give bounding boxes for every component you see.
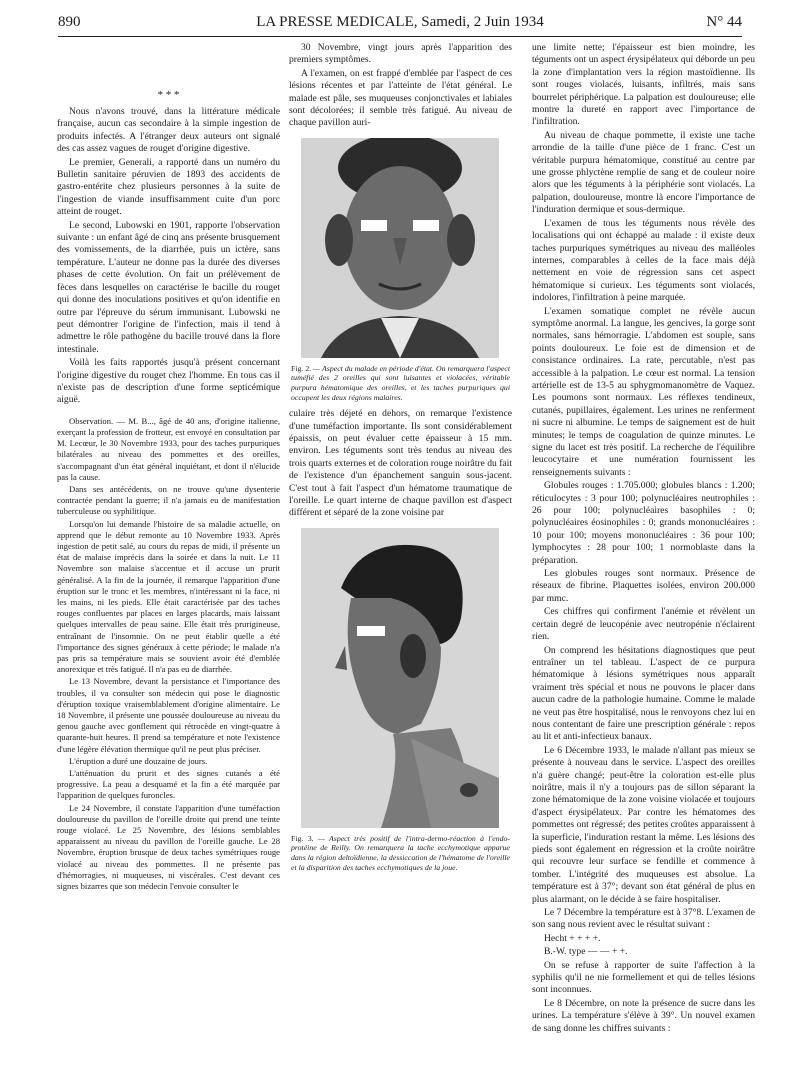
observation-paragraph: Dans ses antécédents, on ne trouve qu'une dysenterie contractée pendant la guerre; il n'a jamais eu de manifestation tuberculeuse ou syphilitique. <box>57 483 280 517</box>
paragraph: On comprend les hésitations diagnostiques que peut entraîner un tel tableau. L'aspect de ce purpura hématomique à lésions symétriques nous apparaît vraiment très spécial et nous ne pouvons le placer dans aucun cadre de la pathologie humaine. Comme le malade ne veut pas être hospitalisé, nous le renvoyons chez lui en nous contentant de faire une prescription générale : repos au lit et anti-infectieux banaux. <box>532 644 755 743</box>
paragraph: A l'examen, on est frappé d'emblée par l'aspect de ces lésions récentes et par l'atteinte de l'état général. Le malade est pâle, ses muqueuses conjonctivales et labiales sont décolorées; il semble très fatigué. Au niveau de chaque pavillon auri- <box>289 67 512 129</box>
figure-3-caption <box>291 834 510 872</box>
journal-title: LA PRESSE MEDICALE, Samedi, 2 Juin 1934 <box>256 14 544 30</box>
section-asterisks: * * * <box>157 89 180 101</box>
page-header <box>58 14 742 37</box>
paragraph: Au niveau de chaque pommette, il existe une tache arrondie de la taille d'une pièce de 1 franc. C'est un véritable purpura hématomique, constitué au centre par une grosse phlyctène remplie de sang et de couleur noire alors que les téguments à la périphérie sont violacés. La palpation, douloureuse, montre là encore l'importance de l'induration dermique et sous-dermique. <box>532 129 755 216</box>
figure-3-label: Fig. 3. <box>291 833 314 843</box>
patient-profile-portrait <box>301 528 499 828</box>
column-middle <box>289 42 512 878</box>
paragraph: Hecht + + + +. <box>544 932 601 944</box>
paragraph: Le 8 Décembre, on note la présence de sucre dans les urines. La température s'élève à 39°. Un nouvel examen de sang donne les chiffres suivants : <box>532 997 755 1034</box>
figure-2-caption-text: — Aspect du malade en période d'état. On remarquera l'aspect tuméfié des 2 oreilles qui sont luisantes et violacées, véritable purpura hématomique des oreilles, et les taches purpuriques qui occupent les deux régions malaires. <box>291 363 510 402</box>
observation-paragraph: Le 24 Novembre, il constate l'apparition d'une tuméfaction douloureuse du pavillon de l'oreille droite qui prend une teinte rouge violacé. Le 25 Novembre, des lésions semblables apparaissent au niveau du pavillon de l'oreille gauche. Le 28 Novembre, éruption brusque de deux taches symétriques rouge violacé au niveau des pommettes. Il ne présente pas d'hémorragies, ni muqueuses, ni viscérales. C'est devant ces signes bizarres que son médecin l'envoie consulter le <box>57 802 280 892</box>
paragraph: 30 Novembre, vingt jours après l'apparition des premiers symptômes. <box>289 42 512 66</box>
paragraph: Globules rouges : 1.705.000; globules blancs : 1.200; réticulocytes : 3 pour 100; polynucléaires neutrophiles : 26 pour 100; polynucléaires basophiles : 0; polynucléaires éosinophiles : 0; grands mononucléaires : 10 pour 100; moyens mononucléaires : 36 pour 100; lymphocytes : 28 pour 100; 1 normoblaste dans la préparation. <box>532 480 755 566</box>
column-right <box>532 42 755 1036</box>
paragraph: Les globules rouges sont normaux. Présence de réseaux de fibrine. Plaquettes isolées, environ 200.000 par mmc. <box>532 568 755 604</box>
paragraph: L'examen de tous les téguments nous révèle des localisations qui ont échappé au malade : il existe deux taches purpuriques symétriques au niveau des malléoles internes, comparables à celles de la face mais déjà nettement en voie de régression sans cet aspect hématomique si curieux. Les téguments sont violacés, indolores, l'infiltration à peine marquée. <box>532 217 755 304</box>
issue-number: N° 44 <box>706 14 742 30</box>
paragraph: B.-W. type — — + +. <box>544 946 628 958</box>
paragraph: Le 6 Décembre 1933, le malade n'allant pas mieux se présente à nouveau dans le service. L'aspect des oreilles n'a guère changé; peut-être la coloration est-elle plus noirâtre, mais il n'y a toujours pas de sillon séparant la zone hématomique de la zone voisine violacée et toujours d'aspect érysipélateux. Par contre les hématomes des pommettes ont régressé; des petites croûtes apparaissent à la superficie, l'induration restant la même. Les lésions des pieds sont également en régression et la croûte noirâtre qui recouvre leur surface se fendille et commence à tomber. L'intégrité des muqueuses est absolue. La température est à 37°; devant son état général de plus en plus alarmant, on le décide à se faire hospitaliser. <box>532 744 755 905</box>
paragraph: Nous n'avons trouvé, dans la littérature médicale française, aucun cas secondaire à la simple ingestion de produits infectés. A l'étranger deux auteurs ont signalé des cas assez vagues de rouget d'origine digestive. <box>57 106 280 155</box>
observation-paragraph: Le 13 Novembre, devant la persistance et l'importance des troubles, il va consulter son médecin qui pose le diagnostic d'éruption toxique vraisemblablement d'origine alimentaire. Le 18 Novembre, il présente une poussée douloureuse au niveau du genou gauche avec gonflement qui rétrocède en vingt-quatre à quarante-huit heures. Il prend sa température et note l'existence d'une légère élévation thermique qu'il ne peut plus préciser. <box>57 676 280 754</box>
observation-paragraph: L'éruption a duré une douzaine de jours. <box>69 755 208 766</box>
paragraph: Voilà les faits rapportés jusqu'à présent concernant l'origine digestive du rouget chez l'homme. En tous cas il n'existe pas de description d'une forme septicémique aiguë. <box>57 357 280 406</box>
patient-frontal-portrait <box>301 138 499 358</box>
paragraph: culaire très déjeté en dehors, on remarque l'existence d'une tuméfaction importante. Ils sont considérablement épaissis, on peut évaluer cette épaisseur à 15 mm. environ. Les téguments sont très tendus au niveau des trois quarts externes et de coloration rouge noirâtre du fait de l'existence d'un épanchement sanguin sous-jacent. C'est tout à fait l'aspect d'un hématome traumatique de l'oreille. Le quart interne de chaque pavillon est d'aspect différent et séparé de la zone voisine par <box>289 408 512 519</box>
paragraph: Le 7 Décembre la température est à 37°8. L'examen de son sang nous revient avec le résultat suivant : <box>532 907 755 931</box>
paragraph: Ces chiffres qui confirment l'anémie et révèlent un certain degré de leucopénie avec neutropénie n'éclairent rien. <box>532 606 755 643</box>
figure-3-photo <box>301 528 499 828</box>
figure-2-label: Fig. 2. <box>291 363 312 373</box>
observation-paragraph: L'atténuation du prurit et des signes cutanés a été progressive. La peau a desquamé et la fin a été marquée par l'apparition de quelques furoncles. <box>57 768 280 801</box>
page-number: 890 <box>58 14 81 30</box>
paragraph: On se refuse à rapporter de suite l'affection à la syphilis qu'il ne nie formellement et qui de telles lésions sont inconnues. <box>532 959 755 996</box>
paragraph: Le premier, Generali, a rapporté dans un numéro du Bulletin sanitaire péruvien de 1893 des accidents de gastro-entérite chez plusieurs personnes à la suite de l'ingestion de viande insuffisamment cuite d'un porc atteint de rouget. <box>57 156 280 218</box>
figure-3-caption-text: — Aspect très positif de l'intra-dermo-réaction à l'endo-protéine de Reilly. On remarquera la tache ecchymotique apparue dans la région deltoïdienne, la dessiccation de l'hématome de l'oreille et la disparition des taches ecchymotiques de la joue. <box>291 833 510 872</box>
column-left <box>57 42 280 893</box>
observation-paragraph: Observation. — M. B..., âgé de 40 ans, d'origine italienne, exerçant la profession de frotteur, est envoyé en consultation par M. Lecœur, le 30 Novembre 1933, pour des taches purpuriques bilatérales au niveau des pommettes et des oreilles, s'accompagnant d'un état général inquiétant, et dont il n'élucide pas la cause. <box>57 415 280 482</box>
observation-paragraph: Lorsqu'on lui demande l'histoire de sa maladie actuelle, on apprend que le début remonte au 10 Novembre 1933. Après ingestion de petit salé, au cours du repas de midi, il présente un état de malaise imprécis dans la soirée et dans la nuit. Le 11 Novembre son malaise s'accentue et il accuse un prurit généralisé. A la fin de la journée, il remarque l'apparition d'une éruption sur le tronc et les membres, n'intéressant ni la face, ni les mains, ni les pieds. Elle était caractérisée par des taches rouges confluentes par places en larges placards, mais laissant quelques intervalles de peau saine. Elle était très prurigineuse, entraînant de l'insomnie. On ne peut établir quelle a été l'importance des signes généraux à cette période; le malade n'a pas pris sa température mais se souvient avoir été d'emblée anorexique et très fatigué. Il n'a pas eu de diarrhée. <box>57 518 280 675</box>
figure-2-photo <box>301 138 499 358</box>
figure-2-caption <box>291 364 510 402</box>
paragraph: Le second, Lubowski en 1901, rapporte l'observation suivante : un enfant âgé de cinq ans présente brusquement des vomissements, de la diarrhée, puis un ictère, sans température. L'auteur ne donne pas la durée des diverses phases de cette évolution. On fait un prélèvement de fèces dans lesquelles on caractérise le bacille du rouget qui donne des inoculations positives et qu'on identifie en outre par l'épreuve du sérum immunisant. Lubowski ne peut démontrer l'origine de l'infection, mais il tend à admettre le rôle pathogène du bacille trouvé dans la flore intestinale. <box>57 219 280 355</box>
paragraph: une limite nette; l'épaisseur est bien moindre, les téguments ont un aspect érysipélateux qui déborde un peu la zone d'implantation vers la région mastoïdienne. Ils sont rouges violacés, luisants, infiltrés, mais sans bourrelet périphérique. La palpation est douloureuse; elle montre la dureté en rapport avec l'importance de l'infiltration. <box>532 42 755 128</box>
paragraph: L'examen somatique complet ne révèle aucun symptôme anormal. La langue, les gencives, la gorge sont normales, sans hémorragie. L'abdomen est souple, sans points douloureux. Le foie est de dimension et de consistance ordinaires. La rate, percutable, n'est pas accessible à la palpation. Le cœur est normal. La tension artérielle est de 13-5 au sphygmomanomètre de Vaquez. Les poumons sont normaux. Les réflexes tendineux, cutanés, pupillaires, également. Les urines ne renferment ni sucre ni albumine. Le temps de saignement est de huit minutes; le temps de coagulation de quinze minutes. Le signe du lacet est très positif. La recherche de l'équilibre leucocytaire et une numération fournissent les renseignements suivants : <box>532 305 755 478</box>
